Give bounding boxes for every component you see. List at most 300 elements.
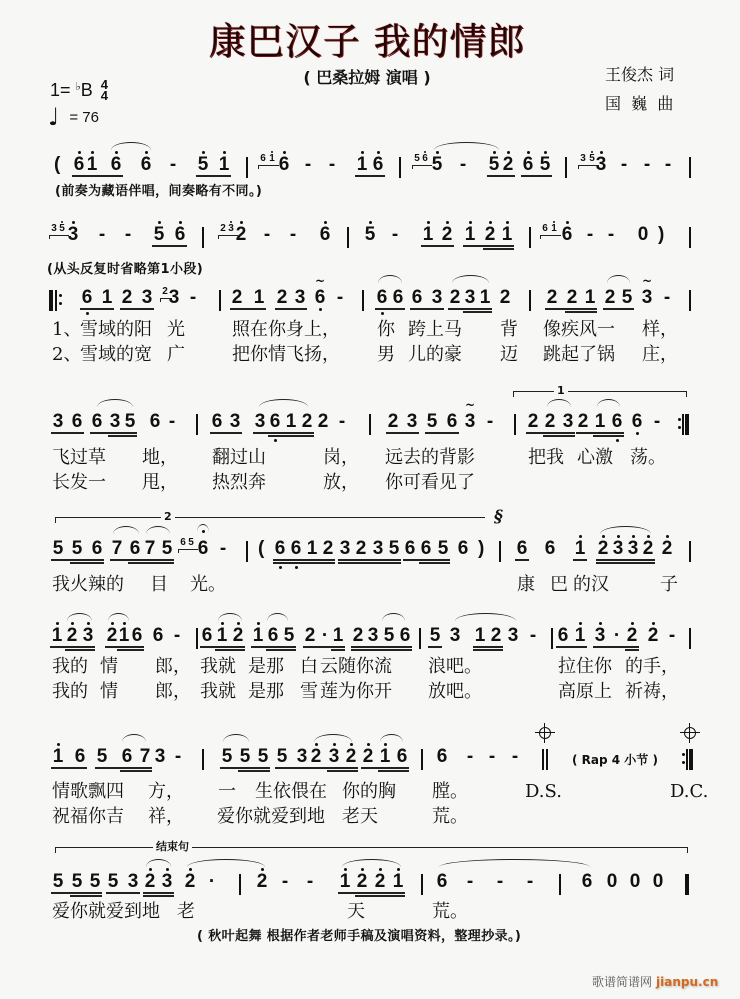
lyric-syllable: D.S.: [525, 781, 562, 802]
note: 1: [306, 538, 318, 559]
note: 1: [574, 625, 586, 646]
lyric-syllable: 放吧。: [428, 681, 482, 702]
barline: [399, 157, 401, 178]
grace-note: 2: [220, 223, 226, 234]
lyric-syllable: 我火辣的: [52, 574, 124, 595]
note: 3: [641, 287, 653, 308]
beam-underline: [576, 432, 624, 434]
lyric-syllable: 我就: [200, 681, 236, 702]
key-prefix: 1=: [50, 79, 71, 100]
note: 6: [372, 154, 384, 175]
repeat-end-barline: [685, 414, 689, 435]
note: 3: [464, 411, 476, 432]
beam-underline: [351, 646, 412, 648]
octave-dot-high: [489, 221, 492, 224]
note: 3: [82, 625, 94, 646]
note: 6: [131, 625, 143, 646]
note: 5: [124, 411, 136, 432]
lyric-syllable: 生依偎在: [255, 781, 327, 802]
slur: [218, 613, 242, 621]
octave-dot-high: [166, 868, 169, 871]
volta-label: 1: [554, 384, 568, 397]
note: 6: [267, 625, 279, 646]
slur: [380, 734, 403, 742]
beam-underline: [355, 895, 405, 897]
lyric-syllable: 莲为你开: [320, 681, 392, 702]
lyric-line-row-8-verse-1: [0, 901, 740, 923]
time-signature-top: 4: [100, 77, 108, 92]
grace-note: 6: [422, 153, 428, 164]
note: 5: [257, 746, 269, 767]
note: 6: [197, 538, 209, 559]
octave-dot-low: [86, 312, 89, 315]
beam-underline: [487, 175, 515, 177]
beam-underline: [253, 432, 314, 434]
octave-dot-high: [369, 221, 372, 224]
beam-underline: [275, 308, 307, 310]
barline: [369, 414, 371, 435]
beam-underline: [106, 892, 140, 894]
octave-dot-high: [283, 151, 286, 154]
lyric-syllable: 我的: [52, 656, 88, 677]
note: 3: [431, 287, 443, 308]
lyric-syllable: 雪域的阳: [80, 319, 152, 340]
grace-note: 5: [59, 223, 65, 234]
flat-icon: ♭: [75, 80, 81, 93]
octave-dot-high: [566, 221, 569, 224]
rest: 0: [652, 871, 664, 892]
note: 2: [484, 224, 496, 245]
octave-dot-high: [544, 151, 547, 154]
song-title: 康巴汉子 我的情郎: [208, 20, 526, 63]
octave-dot-high: [91, 151, 94, 154]
beam-underline: [386, 432, 419, 434]
dash: -: [511, 746, 519, 767]
note: 6: [581, 871, 593, 892]
octave-dot-high: [602, 535, 605, 538]
lyric-syllable: 我的: [52, 681, 88, 702]
volta-label: 结束句: [153, 840, 192, 853]
note: 5: [431, 154, 443, 175]
repeat-dot: [59, 302, 62, 305]
dash: -: [586, 224, 594, 245]
parenthesis: (: [54, 154, 61, 175]
beam-underline: [309, 767, 358, 769]
barline: [362, 290, 364, 311]
dash: -: [304, 154, 312, 175]
octave-dot-high: [361, 151, 364, 154]
dash: -: [526, 871, 534, 892]
note: 5: [488, 154, 500, 175]
note: 6: [91, 411, 103, 432]
beam-underline: [50, 646, 95, 648]
note: 1: [474, 625, 486, 646]
slur: [97, 399, 133, 407]
beam-underline: [338, 559, 401, 561]
note: 3: [562, 411, 574, 432]
barline: [421, 874, 423, 895]
lyric-syllable: 你的胸: [342, 781, 396, 802]
octave-dot-high: [72, 221, 75, 224]
octave-dot-high: [111, 622, 114, 625]
octave-dot-high: [493, 151, 496, 154]
note: 2: [527, 411, 539, 432]
note: 3: [594, 625, 606, 646]
barline: [421, 749, 423, 770]
note: 1: [464, 224, 476, 245]
octave-dot-high: [315, 743, 318, 746]
beam-underline: [51, 767, 87, 769]
repeat-start-barline: [49, 290, 53, 311]
octave-dot-high: [87, 622, 90, 625]
note: 6: [544, 538, 556, 559]
lyric-syllable: 拉住你: [558, 656, 612, 677]
note: 1: [356, 154, 368, 175]
octave-dot-high: [427, 221, 430, 224]
slur: [67, 613, 92, 621]
note: 3: [294, 287, 306, 308]
lyric-syllable: 膛。: [432, 781, 468, 802]
beam-underline: [65, 649, 95, 651]
transcriber-note: ( 秋叶起舞 根据作者老师手稿及演唱资料，整理抄录。): [197, 929, 522, 944]
lyric-syllable: 荒。: [432, 806, 468, 827]
note: 3: [406, 411, 418, 432]
lyric-syllable: 男: [377, 344, 395, 365]
lyric-syllable: 雪: [300, 681, 318, 702]
grace-note: 2: [162, 286, 168, 297]
note: 6: [110, 154, 122, 175]
beam-underline: [521, 175, 552, 177]
beam-underline: [200, 646, 245, 648]
lyric-syllable: 情: [100, 681, 118, 702]
lyric-syllable: 方，: [148, 781, 184, 802]
lyric-syllable: 儿的豪: [408, 344, 462, 365]
octave-dot-high: [271, 151, 273, 153]
lyric-syllable: 1、: [52, 319, 82, 340]
lyric-syllable: 子: [660, 574, 678, 595]
note: 5: [239, 746, 251, 767]
barline: [689, 628, 691, 649]
barline: [689, 541, 691, 562]
beam-underline: [543, 435, 575, 437]
rest: 0: [606, 871, 618, 892]
segno-icon: §: [494, 507, 503, 527]
dash: -: [466, 871, 474, 892]
dash: -: [306, 871, 314, 892]
octave-dot-high: [56, 622, 59, 625]
note: 2: [387, 411, 399, 432]
octave-dot-high: [600, 151, 603, 154]
dash: -: [281, 871, 289, 892]
note: 5: [383, 625, 395, 646]
beam-underline: [117, 649, 144, 651]
watermark-site-url: jianpu.cn: [656, 975, 719, 989]
repeat-end-barline: [689, 749, 693, 770]
note: 6: [201, 625, 213, 646]
beam-underline: [303, 646, 345, 648]
note: 2: [499, 287, 511, 308]
octave-dot-high: [631, 622, 634, 625]
grace-note: 1: [269, 153, 275, 164]
octave-dot-high: [446, 221, 449, 224]
note: 3: [296, 746, 308, 767]
repeat-dot: [682, 753, 685, 756]
beam-underline: [120, 770, 152, 772]
octave-dot-low: [319, 308, 322, 311]
beam-underline: [596, 562, 655, 564]
dash: -: [496, 871, 504, 892]
lyric-syllable: 的汉: [573, 574, 609, 595]
slur: [113, 526, 139, 534]
dash: -: [336, 287, 344, 308]
volta-bracket: [55, 517, 485, 523]
lyric-syllable: 照在你身上，: [232, 319, 340, 340]
note: 2: [356, 871, 368, 892]
grace-note: 3: [228, 223, 234, 234]
slur: [267, 613, 288, 621]
rest: 0: [637, 224, 649, 245]
note: 1: [422, 224, 434, 245]
note: 3: [141, 287, 153, 308]
slur: [342, 859, 401, 867]
note: 3: [595, 154, 607, 175]
note: 5: [364, 224, 376, 245]
lyric-syllable: 光: [167, 319, 185, 340]
note: 2: [66, 625, 78, 646]
dash: -: [459, 154, 467, 175]
beam-underline: [72, 175, 123, 177]
instruction-text: ( Rap 4 小节 ): [572, 753, 658, 767]
lyric-syllable: 背: [500, 319, 518, 340]
beam-underline: [152, 245, 187, 247]
note: 1: [379, 746, 391, 767]
lyric-line-row-5-verse-1: [0, 574, 740, 596]
note: 2: [577, 411, 589, 432]
note: 6: [211, 411, 223, 432]
note: 6: [404, 538, 416, 559]
dash: -: [643, 154, 651, 175]
note: 2: [235, 224, 247, 245]
note: 5: [197, 154, 209, 175]
note: 6: [174, 224, 186, 245]
note: 2: [121, 287, 133, 308]
beam-underline: [51, 892, 102, 894]
rest: 0: [629, 871, 641, 892]
dash: -: [488, 746, 496, 767]
octave-dot-high: [599, 622, 602, 625]
beam-underline: [463, 311, 492, 313]
lyric-syllable: 爱你就爱到地: [217, 806, 325, 827]
note: 1: [339, 871, 351, 892]
note: 1: [574, 538, 586, 559]
augmentation-dot: ·: [208, 871, 216, 892]
note: 2: [304, 625, 316, 646]
lyric-syllable: 心激: [577, 447, 613, 468]
grace-note: 5: [188, 537, 194, 548]
note: 2: [544, 411, 556, 432]
beam-underline: [375, 308, 405, 310]
beam-underline: [143, 892, 174, 894]
note: 6: [71, 411, 83, 432]
slur: [600, 526, 651, 534]
intro-note: (前奏为藏语伴唱，间奏略有不同。): [55, 184, 263, 199]
octave-dot-high: [57, 743, 60, 746]
beam-underline: [565, 311, 597, 313]
note: 5: [52, 871, 64, 892]
octave-dot-high: [469, 221, 472, 224]
note: 3: [612, 538, 624, 559]
lyric-syllable: 浪吧。: [428, 656, 482, 677]
slur: [108, 613, 129, 621]
lyric-syllable: 广: [167, 344, 185, 365]
note: 5: [437, 538, 449, 559]
repeat-dot: [678, 418, 681, 421]
note: 3: [254, 411, 266, 432]
octave-dot-high: [506, 221, 509, 224]
beam-underline: [268, 435, 314, 437]
octave-dot-high: [261, 868, 264, 871]
beam-underline: [95, 767, 152, 769]
slur: [187, 859, 265, 867]
note: 6: [557, 625, 569, 646]
trill-mark-icon: ~: [314, 274, 326, 288]
note: 7: [139, 746, 151, 767]
beam-underline: [105, 646, 144, 648]
grace-note: 3: [51, 223, 57, 234]
note: 6: [81, 287, 93, 308]
slur: [597, 399, 620, 407]
lyric-syllable: 情: [100, 656, 118, 677]
barline: [689, 290, 691, 311]
lyric-syllable: 光。: [190, 574, 226, 595]
lyric-syllable: 飞过草: [52, 447, 106, 468]
lyric-syllable: 你: [377, 319, 395, 340]
barline: [499, 541, 501, 562]
note: 2: [546, 287, 558, 308]
lyric-syllable: 康: [517, 574, 535, 595]
fermata-dot: [202, 530, 205, 533]
note: 6: [420, 538, 432, 559]
dash: -: [653, 411, 661, 432]
octave-dot-high: [145, 151, 148, 154]
slur: [434, 142, 499, 150]
lyric-syllable: 放，: [323, 472, 359, 493]
slur: [111, 142, 151, 150]
note: 3: [367, 625, 379, 646]
augmentation-dot: ·: [613, 625, 621, 646]
slur: [547, 399, 571, 407]
note: 2: [144, 871, 156, 892]
note: 2: [626, 625, 638, 646]
octave-dot-low: [381, 312, 384, 315]
note: 6: [314, 287, 326, 308]
grace-note: 1: [551, 223, 557, 234]
time-signature: [101, 79, 108, 101]
note: 3: [328, 746, 340, 767]
double-barline: [546, 749, 548, 770]
augmentation-dot: ·: [321, 625, 329, 646]
barline: [551, 628, 553, 649]
note: 2: [184, 871, 196, 892]
volta-bracket: [513, 391, 687, 397]
octave-dot-high: [240, 221, 243, 224]
note: 2: [604, 287, 616, 308]
key-note: B: [80, 79, 93, 100]
slur: [314, 734, 352, 742]
barline: [559, 874, 561, 895]
grace-note: 6: [542, 223, 548, 234]
repeat-start-barline-thin: [55, 290, 57, 311]
note: 5: [52, 538, 64, 559]
beam-underline: [90, 432, 137, 434]
repeat-end-barline-thin: [682, 414, 684, 435]
note: 6: [457, 538, 469, 559]
beam-underline: [120, 308, 154, 310]
note: 1: [252, 625, 264, 646]
beam-underline: [428, 646, 442, 648]
note: 6: [121, 746, 133, 767]
beam-underline: [419, 562, 450, 564]
note: 1: [216, 625, 228, 646]
coda-icon: [684, 727, 696, 739]
repeat-dot: [678, 426, 681, 429]
beam-underline: [573, 559, 587, 561]
note: 7: [111, 538, 123, 559]
note: 3: [161, 871, 173, 892]
octave-dot-high: [507, 151, 510, 154]
dash: -: [391, 224, 399, 245]
octave-dot-high: [652, 622, 655, 625]
note: 2: [597, 538, 609, 559]
volta-label: 2: [161, 510, 175, 523]
note: 1: [253, 287, 265, 308]
octave-dot-high: [71, 622, 74, 625]
lyric-syllable: 祈祷，: [625, 681, 679, 702]
note: 6: [436, 871, 448, 892]
lyric-syllable: 岗，: [323, 447, 359, 468]
octave-dot-high: [221, 622, 224, 625]
watermark-site-name: 歌谱简谱网: [592, 975, 653, 989]
note: 3: [127, 871, 139, 892]
note: 2: [231, 287, 243, 308]
note: 6: [611, 411, 623, 432]
note: 3: [229, 411, 241, 432]
lyric-syllable: 跳起了锅: [543, 344, 615, 365]
beam-underline: [463, 245, 514, 247]
grace-note: 5: [589, 153, 595, 164]
note: 6: [376, 287, 388, 308]
slur: [223, 734, 249, 742]
slur: [607, 275, 630, 283]
dash: -: [173, 625, 181, 646]
octave-dot-high: [361, 868, 364, 871]
octave-dot-high: [179, 221, 182, 224]
note: 1: [392, 871, 404, 892]
octave-dot-low: [616, 439, 619, 442]
dash: -: [607, 224, 615, 245]
note: 5: [71, 871, 83, 892]
beam-underline: [273, 562, 335, 564]
octave-dot-high: [617, 535, 620, 538]
octave-dot-low: [636, 432, 639, 435]
beam-underline: [210, 432, 242, 434]
note: 1: [101, 287, 113, 308]
beam-underline: [331, 649, 345, 651]
dash: -: [124, 224, 132, 245]
lyric-syllable: 老: [177, 901, 195, 922]
octave-dot-high: [553, 221, 555, 223]
beam-underline: [526, 432, 575, 434]
